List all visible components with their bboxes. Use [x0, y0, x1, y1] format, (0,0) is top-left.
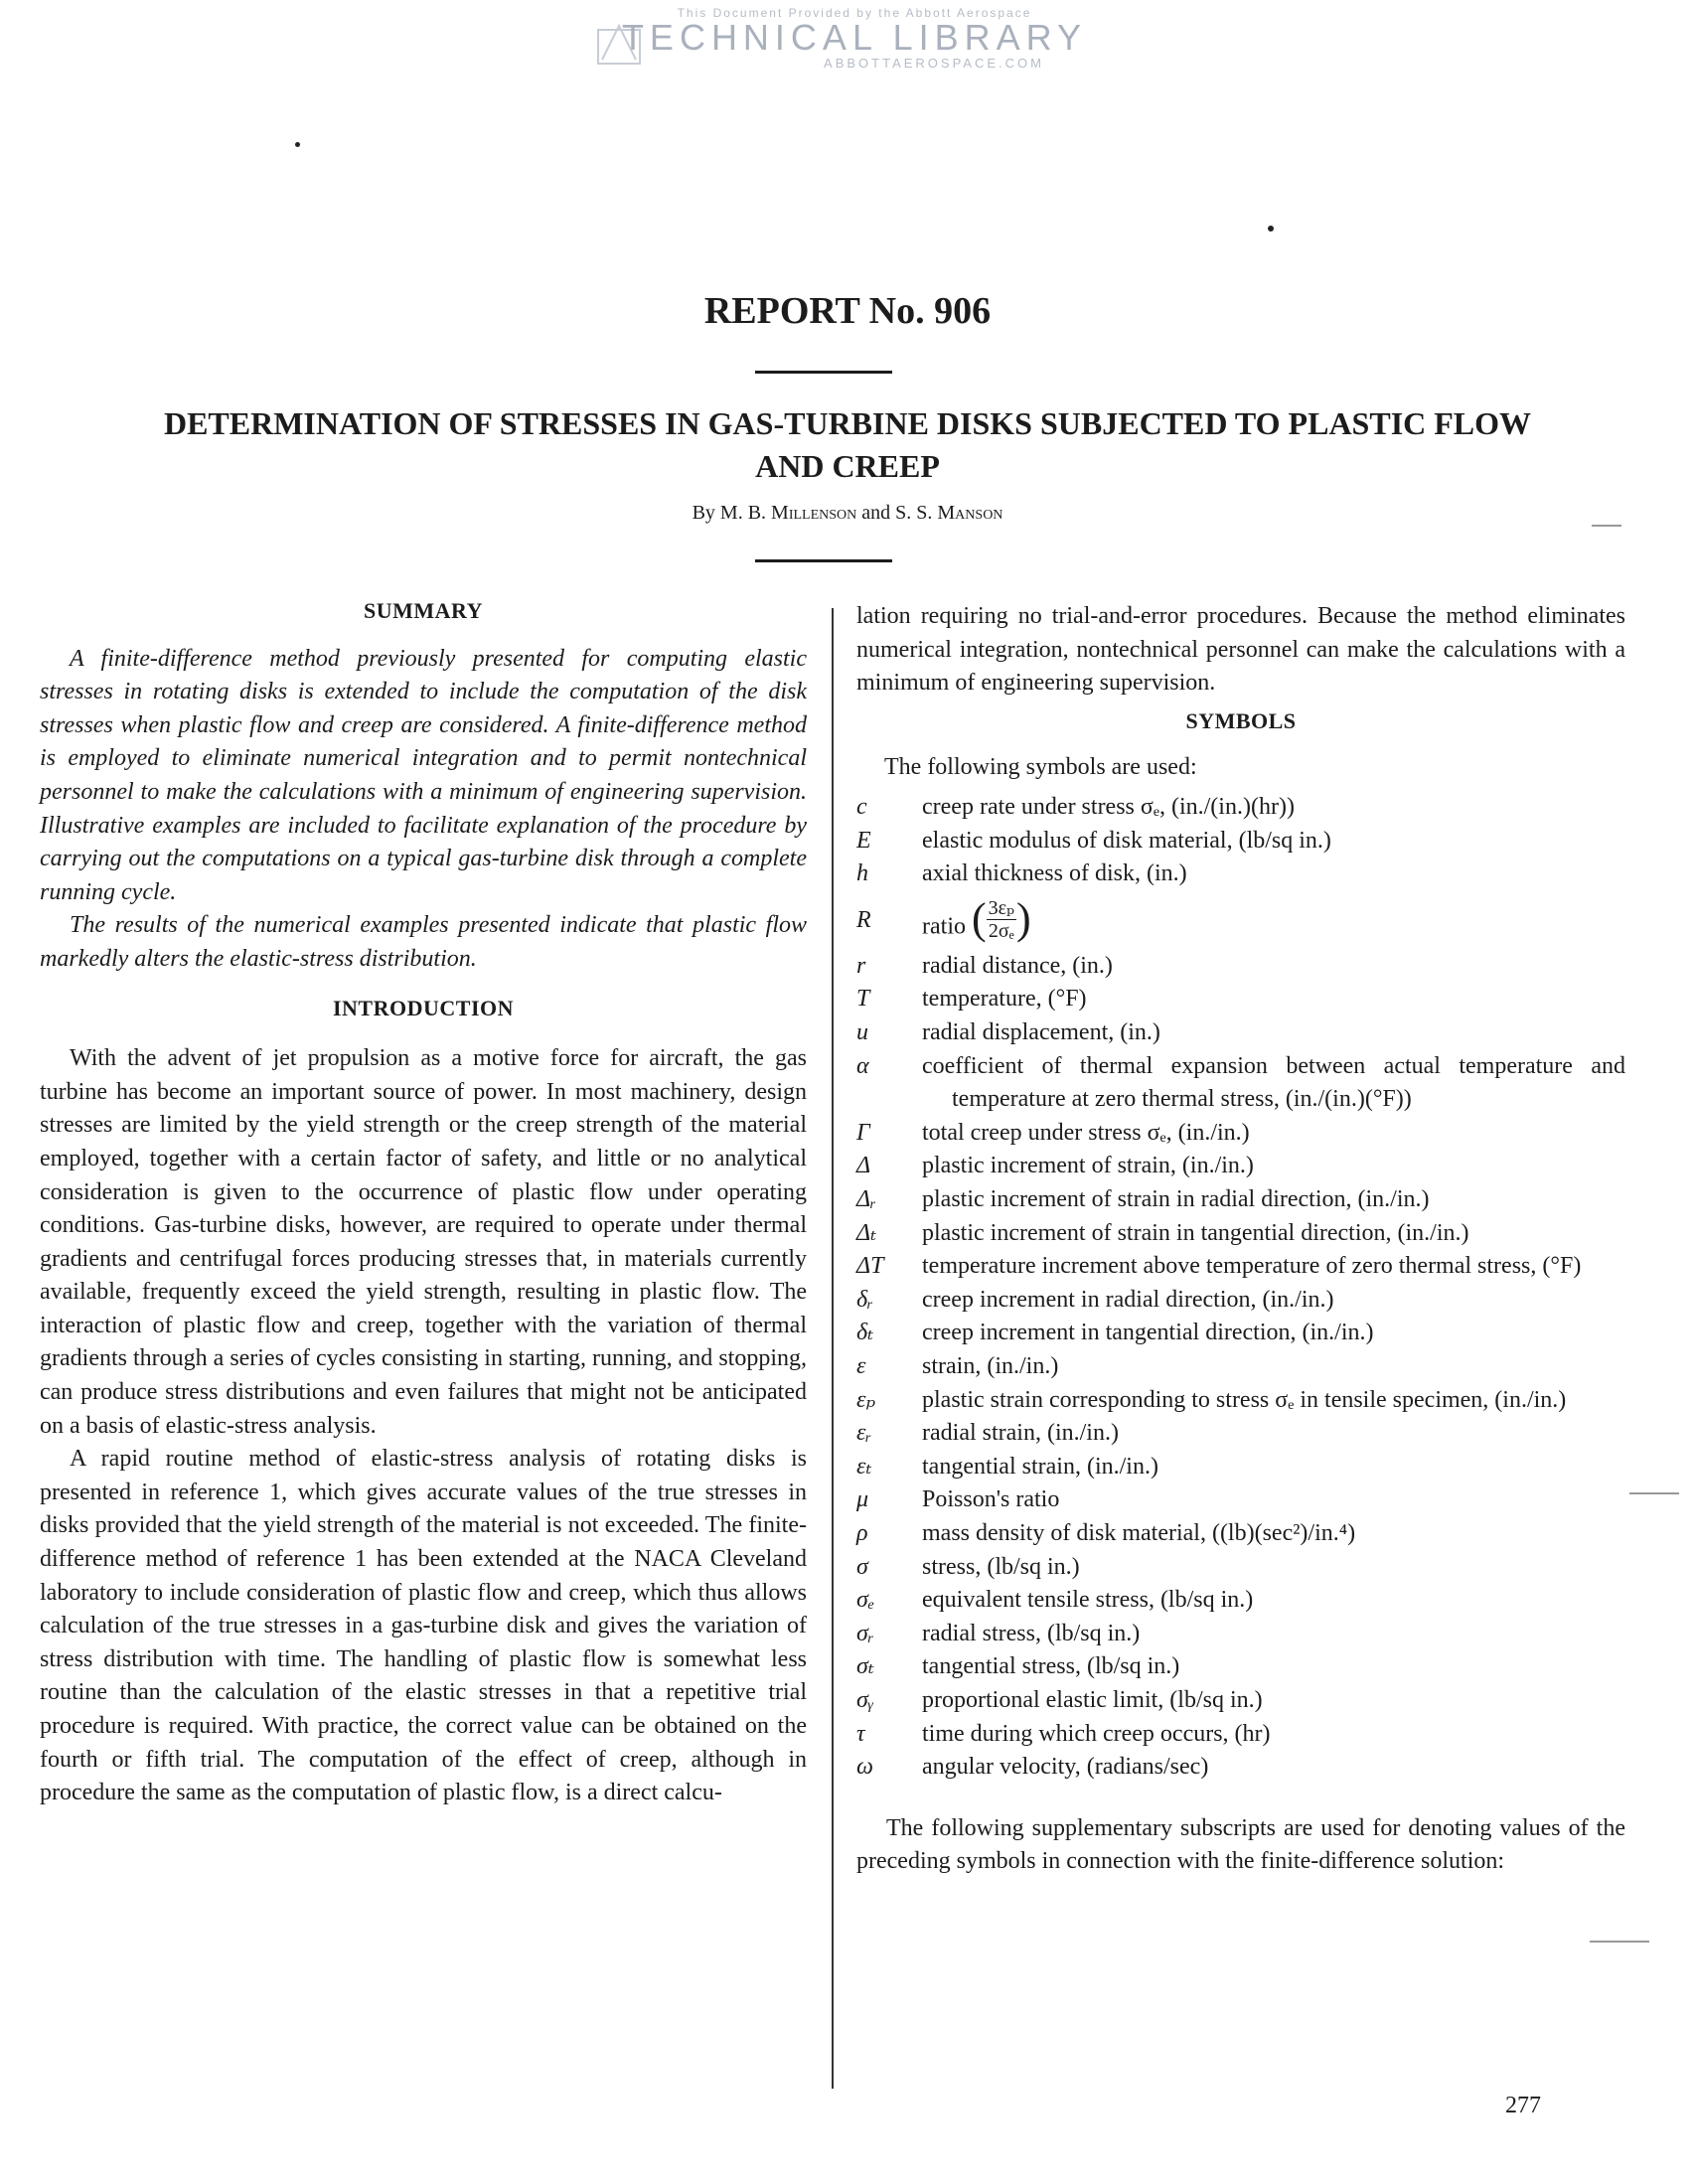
symbol-row [856, 1183, 1625, 1217]
symbol-description: proportional elastic limit, (lb/sq in.) [922, 1686, 1263, 1713]
symbol-row [856, 1517, 1625, 1551]
symbol-row [856, 1250, 1625, 1284]
title-rule-bottom [755, 559, 892, 562]
symbol-row [856, 1483, 1625, 1517]
watermark-line2: TECHNICAL LIBRARY [621, 17, 1088, 58]
symbol: εₜ [856, 1453, 872, 1480]
symbol: τ [856, 1720, 865, 1747]
symbol-description: axial thickness of disk, (in.) [922, 860, 1187, 887]
symbol-description: creep rate under stress σₑ, (in./(in.)(hr)) [922, 793, 1295, 820]
paper-title [40, 402, 1655, 488]
introduction-paragraph-2: A rapid routine method of elastic-stress analysis of rotating disks is presented in reference 1, which gives accurate values of the true stresses in disks provided that the yield strength of the material is not exceeded. The finite-difference method of reference 1 has been extended at the NACA Cleveland laboratory to include consideration of plastic flow and creep, which thus allows calculation of the true stresses in a gas-turbine disk and gives the variation of stress distribution with time. The handling of plastic flow is somewhat less routine than the calculation of the elastic stresses in that a repetitive trial procedure is required. With practice, the correct value can be obtained on the fourth or fifth trial. The computation of the effect of creep, although in procedure the same as the computation of plastic flow, is a direct calcu- [40, 1446, 807, 1806]
symbol-row [856, 1551, 1625, 1585]
watermark-line1: This Document Provided by the Abbott Aerospace [677, 6, 1032, 20]
symbol: ρ [856, 1519, 868, 1546]
symbol-description: angular velocity, (radians/sec) [922, 1754, 1209, 1781]
symbol-description: radial displacement, (in.) [922, 1019, 1160, 1046]
symbol: ε [856, 1352, 866, 1379]
watermark [556, 0, 1153, 72]
symbol-description: plastic increment of strain in radial direction, (in./in.) [922, 1186, 1430, 1212]
symbol-description: stress, (lb/sq in.) [922, 1553, 1080, 1580]
symbol-row [856, 1584, 1625, 1618]
watermark-line3: ABBOTTAEROSPACE.COM [824, 56, 1044, 71]
symbols-list [856, 791, 1625, 1785]
symbol-description: radial stress, (lb/sq in.) [922, 1620, 1141, 1646]
symbol-row [856, 1718, 1625, 1752]
title-line1: DETERMINATION OF STRESSES IN GAS-TURBINE DISKS SUBJECTED TO PLASTIC FLOW [163, 405, 1532, 441]
symbol-description: radial strain, (in./in.) [922, 1420, 1119, 1447]
symbol: σₜ [856, 1653, 874, 1680]
symbol-description: mass density of disk material, ((lb)(sec²)/in.⁴) [922, 1519, 1356, 1546]
symbol-description [922, 894, 1625, 944]
symbol: r [856, 952, 866, 979]
introduction-paragraph-1: With the advent of jet propulsion as a motive force for aircraft, the gas turbine has become an important source of power. In most machinery, design stresses are limited by the yield strength or the creep strength of the material employed, together with a certain factor of safety, and little or no analytical consideration is given to the occurrence of plastic flow under operating conditions. Gas-turbine disks, however, are required to operate under thermal gradients and centrifugal forces producing stresses that, in materials currently available, frequently exceed the yield strength, resulting in plastic flow. The interaction of plastic flow and creep, together with the variation of thermal gradients through a series of cycles consisting in starting, running, and stopping, can produce stress distributions and even failures that might not be anticipated on a basis of elastic-stress analysis. [40, 1045, 807, 1439]
title-line2: AND CREEP [755, 448, 940, 484]
summary-paragraph-1: A finite-difference method previously presented for computing elastic stresses in rotating disks is extended to include the computation of the disk stresses when plastic flow and creep are considered. A finite-difference method is employed to eliminate numerical integration and to permit nontechnical personnel to make the calculations with a minimum of engineering supervision. Illustrative examples are included to facilitate explanation of the procedure by carrying out the computations on a typical gas-turbine disk through a complete running cycle. [40, 645, 807, 905]
symbol-row [856, 1384, 1625, 1418]
report-number: REPORT No. 906 [703, 290, 992, 332]
symbol: u [856, 1019, 868, 1046]
symbol: ΔT [856, 1253, 884, 1280]
column-divider [832, 608, 834, 2089]
symbol-row [856, 1217, 1625, 1251]
symbol: c [856, 793, 867, 820]
symbol-row [856, 1150, 1625, 1183]
byline [0, 502, 1695, 525]
symbol-description: elastic modulus of disk material, (lb/sq in.) [922, 827, 1331, 854]
symbol: E [856, 827, 871, 854]
summary-paragraph-2: The results of the numerical examples presented indicate that plastic flow markedly alters the elastic-stress distribution. [40, 912, 807, 972]
introduction-paragraph-2-continued: lation requiring no trial-and-error procedures. Because the method eliminates numerical integration, nontechnical personnel can make the calculations with a minimum of engineering supervision. [856, 603, 1625, 697]
symbol: Γ [856, 1119, 870, 1146]
symbols-intro: The following symbols are used: [884, 754, 1197, 781]
symbol-description: strain, (in./in.) [922, 1352, 1059, 1379]
scan-smudge [1590, 1941, 1649, 1943]
introduction-heading: INTRODUCTION [332, 995, 515, 1020]
symbol-description: plastic increment of strain in tangential direction, (in./in.) [922, 1219, 1469, 1246]
ratio-numerator: 3εₚ [988, 896, 1015, 919]
symbol: Δᵣ [856, 1186, 876, 1212]
title-rule-top [755, 371, 892, 374]
symbol-description: coefficient of thermal expansion between actual temperature and temperature at zero thermal stress, (in./(in.)(°F)) [922, 1052, 1625, 1113]
symbol-row [856, 894, 1625, 944]
symbol-description: equivalent tensile stress, (lb/sq in.) [922, 1587, 1254, 1614]
byline-prefix: By [692, 502, 715, 524]
symbol-description: temperature increment above temperature of zero thermal stress, (°F) [922, 1253, 1582, 1280]
scan-speck [1268, 226, 1274, 232]
symbol-description: plastic strain corresponding to stress σₑ in tensile specimen, (in./in.) [922, 1386, 1567, 1413]
symbol-row [856, 858, 1625, 891]
symbol-row [856, 791, 1625, 825]
symbol-description: total creep under stress σₑ, (in./in.) [922, 1119, 1250, 1146]
symbol-description: creep increment in tangential direction, (in./in.) [922, 1320, 1374, 1346]
symbol-description: tangential strain, (in./in.) [922, 1453, 1158, 1480]
symbol: σ [856, 1553, 868, 1580]
symbol-description: time during which creep occurs, (hr) [922, 1720, 1271, 1747]
symbol: μ [856, 1486, 869, 1513]
page-number: 277 [1505, 2093, 1541, 2118]
byline-and: and [861, 502, 891, 524]
symbol: εₚ [856, 1386, 876, 1413]
symbol-description: radial distance, (in.) [922, 952, 1113, 979]
symbol-row [856, 1417, 1625, 1451]
ratio-fraction: ( $\frac{\text{3εₚ}}{\text{2σₑ}}$ ) [971, 894, 1031, 944]
symbol-description: tangential stress, (lb/sq in.) [922, 1653, 1180, 1680]
symbol-row [856, 1117, 1625, 1151]
symbol-row [856, 1050, 1625, 1117]
summary-heading: SUMMARY [363, 598, 484, 623]
symbol-description: plastic increment of strain, (in./in.) [922, 1153, 1254, 1179]
symbol: Δ [856, 1153, 871, 1179]
scan-speck [295, 142, 300, 147]
symbol-description: creep increment in radial direction, (in./in.) [922, 1286, 1334, 1313]
symbol: σᵧ [856, 1686, 874, 1713]
symbol-row [856, 983, 1625, 1016]
symbols-heading: SYMBOLS [1185, 707, 1297, 733]
left-column [40, 594, 807, 1810]
symbol: εᵣ [856, 1420, 872, 1447]
symbol-row [856, 1451, 1625, 1484]
scan-smudge [1592, 525, 1621, 527]
symbol-row [856, 1016, 1625, 1050]
symbol: ω [856, 1754, 873, 1781]
right-column [856, 600, 1625, 1879]
symbol: T [856, 986, 870, 1013]
symbol: α [856, 1052, 869, 1079]
symbol: σₑ [856, 1587, 875, 1614]
symbol: Δₜ [856, 1219, 877, 1246]
symbol-row [856, 1650, 1625, 1684]
author-2: S. S. Manson [895, 502, 1003, 524]
symbol-row [856, 825, 1625, 858]
symbol-row [856, 1284, 1625, 1318]
ratio-label: ratio [922, 913, 966, 940]
symbol-row [856, 950, 1625, 984]
scan-smudge [1629, 1492, 1679, 1494]
symbol-description: Poisson's ratio [922, 1486, 1060, 1513]
symbol: σᵣ [856, 1620, 874, 1646]
ratio-denominator: 2σₑ [988, 919, 1014, 942]
symbol-row [856, 1350, 1625, 1384]
subscripts-note: The following supplementary subscripts are used for denoting values of the preceding symbols in connection with the finite-difference solution: [856, 1814, 1625, 1875]
symbol: R [856, 906, 871, 933]
symbol-description: temperature, (°F) [922, 986, 1087, 1013]
symbol-row [856, 1317, 1625, 1350]
author-1: M. B. Millenson [719, 502, 857, 524]
symbol-row [856, 1751, 1625, 1785]
symbol-row [856, 1618, 1625, 1651]
symbol: δᵣ [856, 1286, 874, 1313]
symbol: δₜ [856, 1320, 874, 1346]
symbol: h [856, 860, 868, 887]
symbol-row [856, 1684, 1625, 1718]
